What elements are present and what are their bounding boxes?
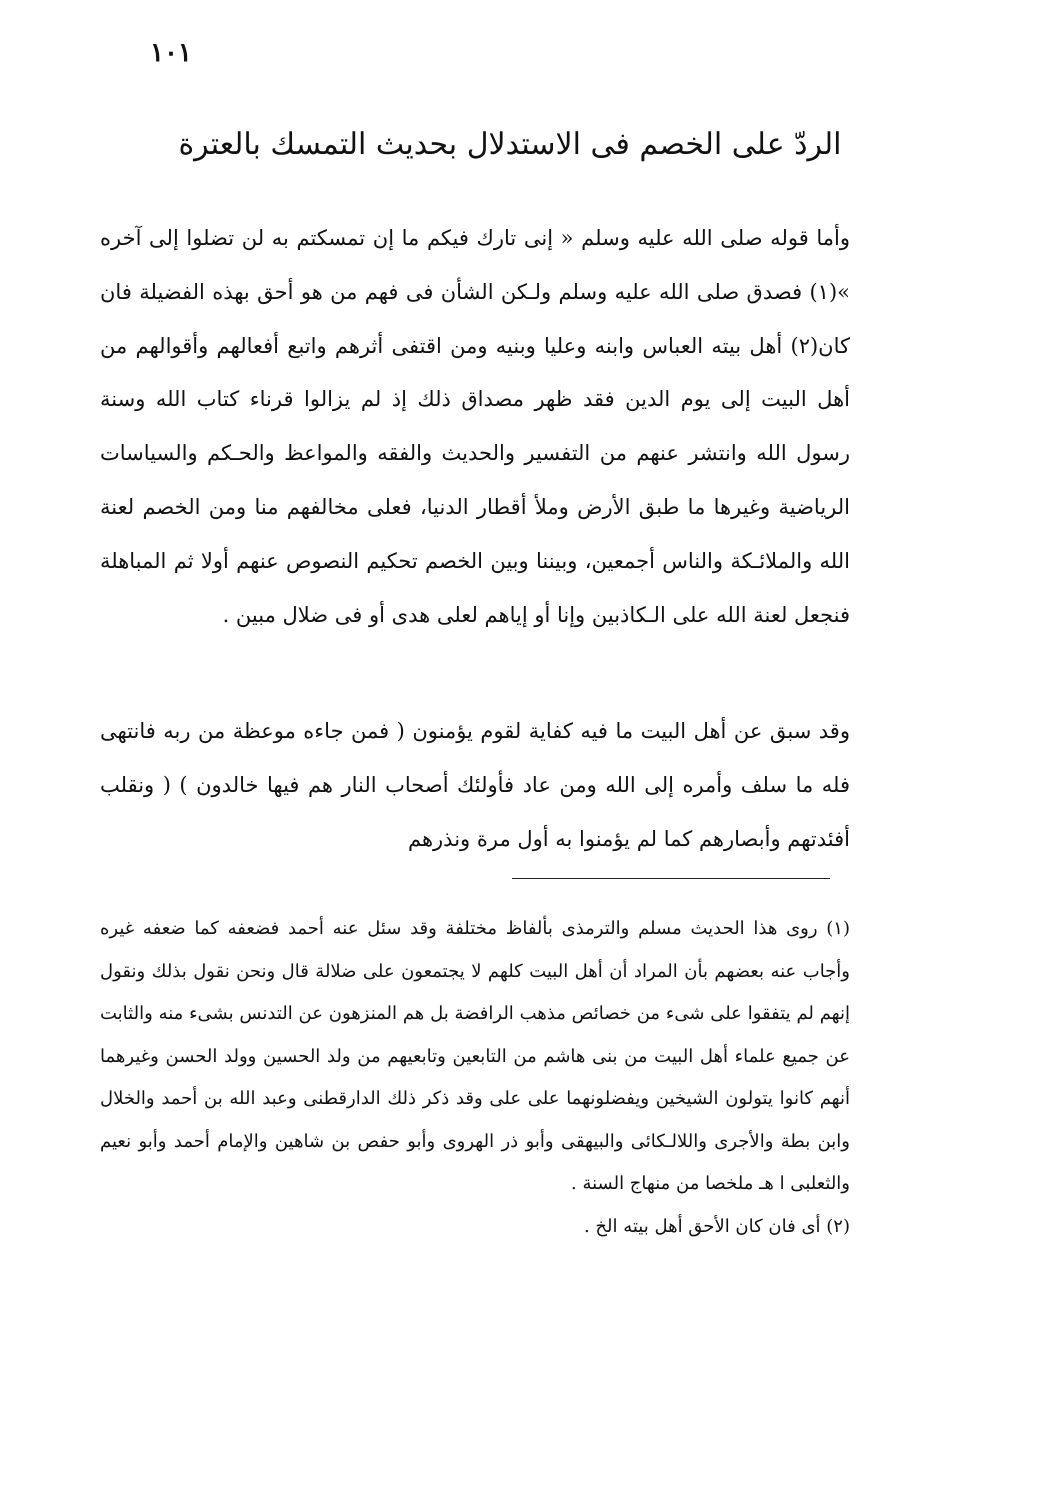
footnotes	[100, 908, 850, 1248]
paragraph-1-text: وأما قوله صلى الله عليه وسلم « إنى تارك فيكم ما إن تمسكتم به لن تضلوا إلى آخره »(١) فصدق صلى الله عليه وسلم ولـكن الشأن فى فهم من هو أحق بهذه الفضيلة فان كان(٢) أهل بيته العباس وابنه وعليا وبنيه ومن اقتفى أثرهم واتبع أفعالهم وأقوالهم من أهل البيت إلى يوم الدين فقد ظهر مصداق ذلك إذ لم يزالوا قرناء كتاب الله وسنة رسول الله وانتشر عنهم من التفسير والحديث والفقه والمواعظ والحـكم والسياسات الرياضية وغيرها ما طبق الأرض وملأ أقطار الدنيا، فعلى مخالفهم منا ومن الخصم لعنة الله والملائـكة والناس أجمعين، وبيننا وبين الخصم تحكيم النصوص عنهم أولا ثم المباهلة فنجعل لعنة الله على الـكاذبين وإنا أو إياهم لعلى هدى أو فى ضلال مبين .	[100, 226, 850, 627]
footnote-separator	[512, 878, 830, 879]
paragraph-1	[100, 212, 850, 642]
page-number: ١٠١	[150, 38, 192, 68]
footnote-2: (٢) أى فان كان الأحق أهل بيته الخ .	[583, 1215, 850, 1237]
footnote-1: (١) روى هذا الحديث مسلم والترمذى بألفاظ مختلفة وقد سئل عنه أحمد فضعفه كما ضعفه غيره وأجاب عنه بعضهم بأن المراد أن أهل البيت كلهم لا يجتمعون على ضلالة قال ونحن نقول بذلك ونقول إنهم لم يتفقوا على شىء من خصائص مذهب الرافضة بل هم المنزهون عن التدنس بشىء منه والثابت عن جميع علماء أهل البيت من بنى هاشم من التابعين وتابعيهم من ولد الحسين وولد الحسن وغيرهما أنهم كانوا يتولون الشيخين ويفضلونهما على على وقد ذكر ذلك الدارقطنى وعبد الله بن أحمد والخلال وابن بطة والأجرى واللالـكائى والبيهقى وأبو ذر الهروى وأبو حفص بن شاهين والإمام أحمد وأبو نعيم والثعلبى ا هـ ملخصا من منهاج السنة .	[100, 918, 850, 1194]
chapter-title: الردّ على الخصم فى الاستدلال بحديث التمسك بالعترة	[178, 127, 842, 162]
paragraph-2-text: وقد سبق عن أهل البيت ما فيه كفاية لقوم يؤمنون ( فمن جاءه موعظة من ربه فانتهى فله ما سلف وأمره إلى الله ومن عاد فأولئك أصحاب النار هم فيها خالدون ) ( ونقلب أفئدتهم وأبصارهم كما لم يؤمنوا به أول مرة ونذرهم	[100, 719, 850, 851]
paragraph-2	[100, 705, 850, 866]
